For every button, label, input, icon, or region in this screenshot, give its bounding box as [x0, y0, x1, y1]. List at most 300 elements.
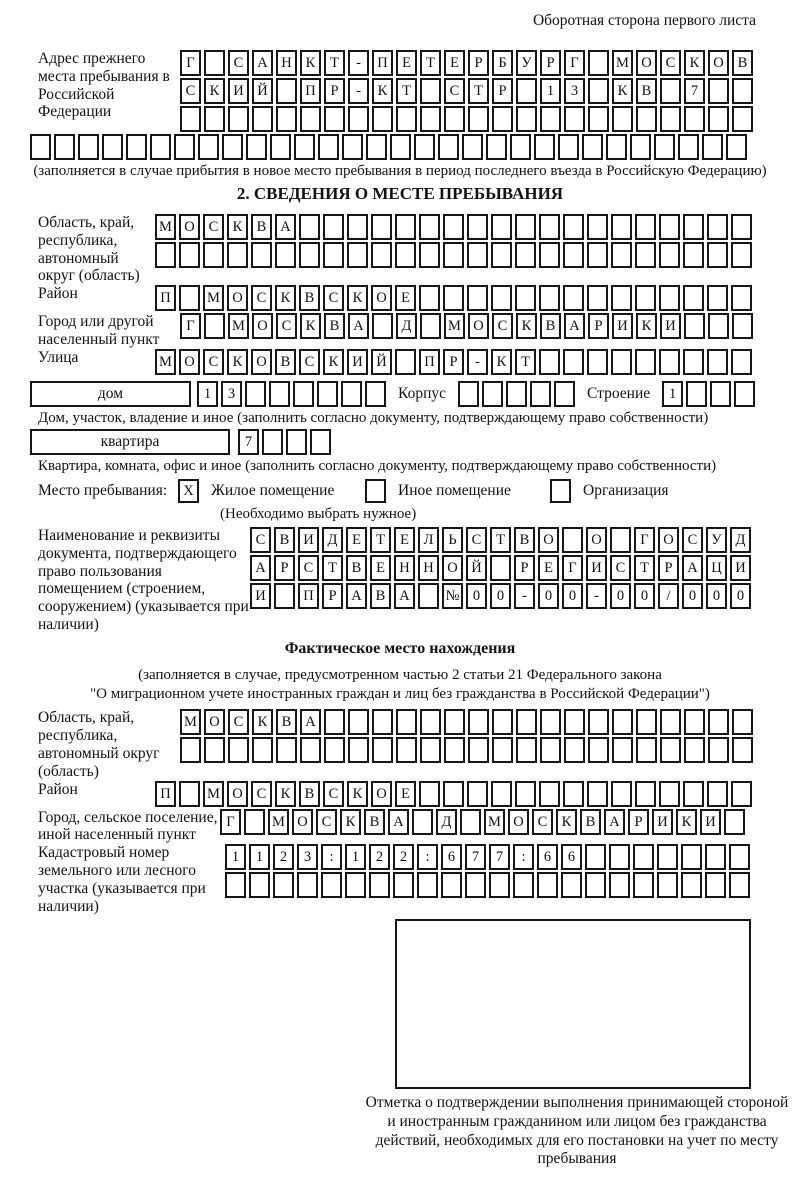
char-cell: Д — [730, 527, 751, 553]
char-cell: С — [203, 214, 224, 240]
char-cell — [513, 872, 534, 898]
char-cell — [390, 134, 411, 160]
street-label: Улица — [38, 348, 79, 366]
char-cell — [681, 872, 702, 898]
char-cell: М — [155, 349, 176, 375]
char-cell — [276, 737, 297, 763]
char-cell — [684, 737, 705, 763]
char-cell: Т — [515, 349, 536, 375]
prev-address-label: Адрес прежнего места пребывания в Российской Федерации — [38, 50, 170, 121]
char-cell — [412, 809, 433, 835]
char-cell — [539, 349, 560, 375]
char-cell — [419, 285, 440, 311]
char-cell — [372, 313, 393, 339]
char-cell — [705, 844, 726, 870]
char-cell — [396, 106, 417, 132]
char-cell — [491, 242, 512, 268]
char-cell: П — [300, 78, 321, 104]
char-cell — [467, 242, 488, 268]
char-cell — [150, 134, 171, 160]
city-row — [180, 313, 770, 339]
char-cell — [443, 242, 464, 268]
char-cell — [657, 844, 678, 870]
char-cell — [419, 214, 440, 240]
char-cell: И — [730, 555, 751, 581]
char-cell: 0 — [490, 583, 511, 609]
char-cell: К — [227, 349, 248, 375]
char-cell: Г — [220, 809, 241, 835]
char-cell — [490, 555, 511, 581]
char-cell: Й — [252, 78, 273, 104]
char-cell: Г — [564, 50, 585, 76]
option-other-premises-label: Иное помещение — [398, 481, 511, 499]
char-cell — [612, 106, 633, 132]
char-cell — [324, 709, 345, 735]
char-cell: 0 — [634, 583, 655, 609]
char-cell: П — [419, 349, 440, 375]
char-cell — [227, 242, 248, 268]
char-cell: 6 — [561, 844, 582, 870]
char-cell — [708, 78, 729, 104]
city-label: Город или другой населенный пункт — [38, 313, 160, 349]
char-cell: П — [372, 50, 393, 76]
region-block — [30, 214, 770, 285]
char-cell: К — [612, 78, 633, 104]
char-cell — [515, 242, 536, 268]
char-cell: - — [348, 78, 369, 104]
house-note: Дом, участок, владение и иное (заполнить согласно документу, подтверждающему право собственности) — [38, 409, 709, 426]
char-cell — [249, 872, 270, 898]
char-cell — [587, 349, 608, 375]
char-cell: С — [228, 50, 249, 76]
char-cell: С — [251, 285, 272, 311]
char-cell: - — [586, 583, 607, 609]
char-cell — [516, 737, 537, 763]
char-cell — [530, 381, 551, 407]
char-cell — [396, 737, 417, 763]
char-cell — [204, 106, 225, 132]
char-cell — [534, 134, 555, 160]
korpus-cells — [458, 381, 575, 407]
char-cell — [262, 429, 283, 455]
char-cell — [246, 134, 267, 160]
prev-address-block — [30, 50, 770, 134]
char-cell: М — [203, 285, 224, 311]
korpus-label: Корпус — [398, 384, 446, 402]
char-cell: А — [388, 809, 409, 835]
char-cell: К — [323, 349, 344, 375]
char-cell — [155, 242, 176, 268]
char-cell — [609, 844, 630, 870]
char-cell — [492, 709, 513, 735]
char-cell: А — [682, 555, 703, 581]
char-cell: С — [251, 781, 272, 807]
char-cell: С — [316, 809, 337, 835]
char-cell: К — [275, 285, 296, 311]
char-cell — [516, 78, 537, 104]
char-cell — [681, 844, 702, 870]
checkbox-other-premises — [365, 479, 386, 503]
char-cell: Ь — [442, 527, 463, 553]
char-cell — [635, 285, 656, 311]
char-cell: П — [155, 781, 176, 807]
char-cell — [321, 872, 342, 898]
actual-district-label: Район — [38, 780, 78, 798]
char-cell: Р — [492, 78, 513, 104]
char-cell — [468, 737, 489, 763]
char-cell: В — [636, 78, 657, 104]
stroenie-label: Строение — [587, 384, 651, 402]
char-cell — [174, 134, 195, 160]
char-cell — [274, 583, 295, 609]
char-cell — [420, 313, 441, 339]
char-cell — [419, 242, 440, 268]
char-cell — [506, 381, 527, 407]
char-cell: Е — [346, 527, 367, 553]
char-cell: - — [514, 583, 535, 609]
char-cell — [317, 381, 338, 407]
char-cell — [609, 872, 630, 898]
char-cell — [180, 106, 201, 132]
char-cell — [635, 349, 656, 375]
char-cell — [563, 242, 584, 268]
char-cell — [611, 349, 632, 375]
char-cell — [630, 134, 651, 160]
char-cell: Б — [492, 50, 513, 76]
actual-city-block — [30, 809, 770, 845]
char-cell: А — [250, 555, 271, 581]
district-row — [155, 285, 770, 311]
char-cell — [294, 134, 315, 160]
actual-region-label: Область, край, республика, автономный округ (область) — [38, 709, 160, 780]
region-row-2 — [155, 242, 770, 268]
char-cell — [318, 134, 339, 160]
street-row — [155, 349, 770, 375]
char-cell: 1 — [225, 844, 246, 870]
cadastral-row-1 — [225, 844, 770, 870]
char-cell: В — [276, 709, 297, 735]
char-cell — [467, 214, 488, 240]
char-cell — [347, 214, 368, 240]
char-cell — [180, 737, 201, 763]
document-row-3 — [250, 583, 770, 609]
char-cell — [585, 844, 606, 870]
char-cell: С — [298, 555, 319, 581]
char-cell — [179, 242, 200, 268]
char-cell — [460, 809, 481, 835]
char-cell — [611, 781, 632, 807]
option-organization-label: Организация — [583, 481, 669, 499]
char-cell: В — [514, 527, 535, 553]
char-cell: 0 — [538, 583, 559, 609]
char-cell — [372, 709, 393, 735]
char-cell: Т — [490, 527, 511, 553]
char-cell — [707, 242, 728, 268]
char-cell: 6 — [441, 844, 462, 870]
char-cell: В — [274, 527, 295, 553]
char-cell — [588, 106, 609, 132]
char-cell: К — [372, 78, 393, 104]
char-cell — [732, 737, 753, 763]
char-cell: Р — [628, 809, 649, 835]
char-cell: 1 — [249, 844, 270, 870]
char-cell: С — [323, 781, 344, 807]
char-cell — [341, 381, 362, 407]
char-cell: М — [180, 709, 201, 735]
char-cell — [273, 872, 294, 898]
actual-district-block — [30, 781, 770, 809]
char-cell — [468, 709, 489, 735]
char-cell: К — [204, 78, 225, 104]
char-cell — [420, 78, 441, 104]
char-cell — [395, 242, 416, 268]
char-cell — [563, 349, 584, 375]
char-cell: С — [444, 78, 465, 104]
char-cell — [420, 106, 441, 132]
char-cell — [228, 737, 249, 763]
char-cell — [244, 809, 265, 835]
char-cell: 2 — [369, 844, 390, 870]
char-cell: С — [276, 313, 297, 339]
region-label: Область, край, республика, автономный округ (область) — [38, 214, 140, 285]
char-cell — [660, 106, 681, 132]
char-cell: Р — [443, 349, 464, 375]
char-cell: 1 — [662, 381, 683, 407]
char-cell — [707, 285, 728, 311]
char-cell — [660, 709, 681, 735]
char-cell: О — [586, 527, 607, 553]
char-cell — [251, 242, 272, 268]
char-cell — [684, 709, 705, 735]
char-cell — [491, 214, 512, 240]
char-cell: О — [371, 781, 392, 807]
char-cell: И — [347, 349, 368, 375]
char-cell: Е — [538, 555, 559, 581]
char-cell — [441, 872, 462, 898]
char-cell — [365, 381, 386, 407]
char-cell — [539, 781, 560, 807]
char-cell: О — [442, 555, 463, 581]
char-cell: У — [706, 527, 727, 553]
char-cell: С — [228, 709, 249, 735]
char-cell: К — [676, 809, 697, 835]
char-cell — [636, 737, 657, 763]
char-cell: В — [299, 285, 320, 311]
char-cell: М — [612, 50, 633, 76]
stay-type-label: Место пребывания: — [38, 481, 168, 499]
char-cell: И — [652, 809, 673, 835]
checkbox-residential: X — [178, 479, 199, 503]
char-cell: С — [492, 313, 513, 339]
char-cell — [563, 285, 584, 311]
actual-region-block — [30, 709, 770, 780]
char-cell: 2 — [273, 844, 294, 870]
char-cell — [30, 134, 51, 160]
char-cell — [588, 709, 609, 735]
char-cell — [444, 106, 465, 132]
char-cell: С — [466, 527, 487, 553]
char-cell: К — [252, 709, 273, 735]
char-cell — [323, 214, 344, 240]
char-cell: Е — [395, 781, 416, 807]
apartment-number-cells — [238, 429, 331, 455]
char-cell — [179, 285, 200, 311]
char-cell — [198, 134, 219, 160]
char-cell — [612, 709, 633, 735]
char-cell — [491, 781, 512, 807]
actual-city-row — [220, 809, 770, 835]
char-cell — [203, 242, 224, 268]
char-cell: В — [251, 214, 272, 240]
char-cell: А — [564, 313, 585, 339]
char-cell — [729, 844, 750, 870]
char-cell: 1 — [197, 381, 218, 407]
char-cell — [683, 242, 704, 268]
prev-address-row-3 — [180, 106, 770, 132]
char-cell — [443, 214, 464, 240]
char-cell: Т — [370, 527, 391, 553]
char-cell — [444, 709, 465, 735]
char-cell: Р — [274, 555, 295, 581]
char-cell — [563, 214, 584, 240]
char-cell — [659, 214, 680, 240]
char-cell — [731, 214, 752, 240]
char-cell — [587, 214, 608, 240]
char-cell — [126, 134, 147, 160]
char-cell — [710, 381, 731, 407]
char-cell — [252, 737, 273, 763]
char-cell — [657, 872, 678, 898]
char-cell — [269, 381, 290, 407]
char-cell: Д — [436, 809, 457, 835]
char-cell — [708, 313, 729, 339]
char-cell — [324, 106, 345, 132]
char-cell — [420, 737, 441, 763]
char-cell — [515, 214, 536, 240]
char-cell — [300, 737, 321, 763]
char-cell — [683, 349, 704, 375]
char-cell — [293, 381, 314, 407]
char-cell — [633, 844, 654, 870]
char-cell: Е — [370, 555, 391, 581]
char-cell — [515, 285, 536, 311]
char-cell: И — [660, 313, 681, 339]
char-cell — [659, 781, 680, 807]
apartment-note: Квартира, комната, офис и иное (заполнить согласно документу, подтверждающему право собственности) — [38, 457, 717, 474]
char-cell — [684, 106, 705, 132]
char-cell — [587, 285, 608, 311]
document-label: Наименование и реквизиты документа, подтверждающего право пользования помещением (строением, сооружением) (указывается при наличии) — [38, 526, 249, 633]
char-cell: С — [323, 285, 344, 311]
char-cell: О — [292, 809, 313, 835]
district-block — [30, 285, 770, 313]
char-cell — [702, 134, 723, 160]
char-cell — [635, 214, 656, 240]
char-cell: : — [321, 844, 342, 870]
char-cell: Р — [588, 313, 609, 339]
char-cell — [204, 50, 225, 76]
char-cell — [585, 872, 606, 898]
char-cell — [561, 872, 582, 898]
char-cell — [372, 106, 393, 132]
char-cell — [516, 709, 537, 735]
char-cell: В — [732, 50, 753, 76]
char-cell — [54, 134, 75, 160]
char-cell: Е — [444, 50, 465, 76]
char-cell — [482, 381, 503, 407]
char-cell — [588, 737, 609, 763]
char-cell: О — [468, 313, 489, 339]
char-cell: Д — [396, 313, 417, 339]
char-cell: К — [516, 313, 537, 339]
char-cell — [297, 872, 318, 898]
char-cell — [562, 527, 583, 553]
char-cell — [537, 872, 558, 898]
char-cell: С — [250, 527, 271, 553]
cadastral-block — [30, 844, 770, 915]
char-cell: М — [203, 781, 224, 807]
checkbox-organization — [550, 479, 571, 503]
char-cell — [342, 134, 363, 160]
char-cell — [654, 134, 675, 160]
char-cell: О — [204, 709, 225, 735]
char-cell: М — [228, 313, 249, 339]
char-cell: О — [179, 214, 200, 240]
char-cell — [731, 285, 752, 311]
char-cell — [554, 381, 575, 407]
cadastral-label: Кадастровый номер земельного или лесного участка (указывается при наличии) — [38, 844, 206, 915]
char-cell — [371, 242, 392, 268]
char-cell: К — [300, 50, 321, 76]
char-cell: А — [604, 809, 625, 835]
char-cell — [683, 781, 704, 807]
char-cell: 7 — [238, 429, 259, 455]
char-cell — [724, 809, 745, 835]
prev-address-row-2 — [180, 78, 770, 104]
char-cell: Т — [322, 555, 343, 581]
actual-location-title: Фактическое место нахождения — [284, 639, 516, 657]
cadastral-row-2 — [225, 872, 770, 898]
char-cell — [345, 872, 366, 898]
char-cell — [611, 285, 632, 311]
char-cell — [371, 214, 392, 240]
char-cell: 0 — [562, 583, 583, 609]
char-cell: С — [180, 78, 201, 104]
char-cell: В — [346, 555, 367, 581]
char-cell — [564, 106, 585, 132]
char-cell — [539, 214, 560, 240]
char-cell: С — [532, 809, 553, 835]
char-cell: Р — [468, 50, 489, 76]
char-cell: К — [684, 50, 705, 76]
char-cell: С — [682, 527, 703, 553]
char-cell — [705, 872, 726, 898]
char-cell: О — [227, 781, 248, 807]
char-cell — [587, 242, 608, 268]
char-cell — [683, 214, 704, 240]
char-cell — [492, 737, 513, 763]
char-cell — [588, 50, 609, 76]
char-cell — [659, 349, 680, 375]
char-cell — [611, 214, 632, 240]
char-cell: О — [508, 809, 529, 835]
char-cell — [708, 709, 729, 735]
char-cell: М — [444, 313, 465, 339]
char-cell: 7 — [465, 844, 486, 870]
char-cell — [418, 583, 439, 609]
char-cell — [458, 381, 479, 407]
char-cell — [635, 781, 656, 807]
